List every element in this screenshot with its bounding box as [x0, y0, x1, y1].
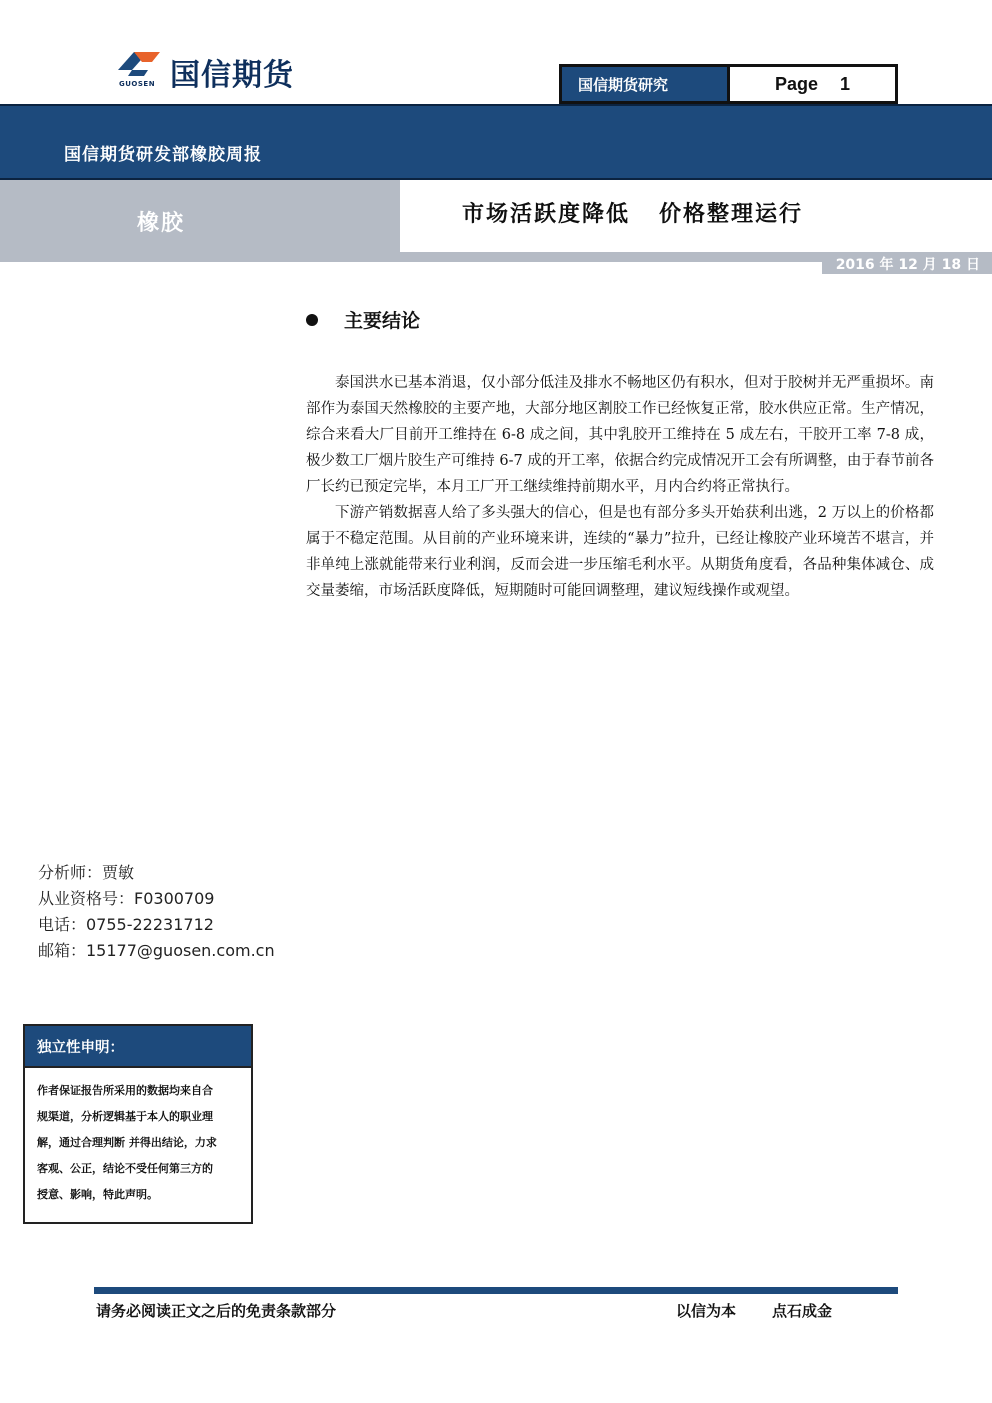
report-series-band [0, 104, 992, 180]
page-number: 1 [840, 73, 851, 94]
analyst-info [38, 860, 275, 964]
motto-1: 以信为本 [676, 1302, 737, 1320]
page-indicator [730, 67, 895, 101]
paragraph: 泰国洪水已基本消退，仅小部分低洼及排水不畅地区仍有积水，但对于胶树并无严重损坏。南部作为泰国天然橡胶的主要产地，大部分地区割胶工作已经恢复正常，胶水供应正常。生产情况，综合来看大厂目前开工维持在 6-8 成之间，其中乳胶开工维持在 5 成左右，干胶开工率 7-8 成，极少数工厂烟片胶生产可维持 6-7 成的开工率，依据合约完成情况开工会有所调整，由于春节前各厂长约已预定完毕，本月工厂开工继续维持前期水平，月内合约将正常执行。 [306, 375, 934, 495]
conclusion-body [306, 370, 934, 604]
statement-title: 独立性申明： [25, 1026, 251, 1068]
report-date: 2016 年 12 月 18 日 [835, 257, 980, 273]
footer-motto [676, 1300, 832, 1321]
paragraph: 下游产销数据喜人给了多头强大的信心，但是也有部分多头开始获利出逃，2 万以上的价格都属于不稳定范围。从目前的产业环境来讲，连续的“暴力”拉升，已经让橡胶产业环境苦不堪言，并非单纯上涨就能带来行业利润，反而会进一步压缩毛利水平。从期货角度看，各品种集体减仓、成交量萎缩，市场活跃度降低，短期随时可能回调整理，建议短线操作或观望。 [306, 505, 934, 599]
analyst-phone: 电话：0755-22231712 [38, 915, 214, 934]
analyst-name: 分析师：贾敏 [38, 863, 135, 882]
category-band [0, 180, 400, 252]
bullet-icon [306, 314, 318, 326]
independence-statement [23, 1024, 253, 1224]
statement-line: 解，通过合理判断 并得出结论，力求 [37, 1136, 217, 1149]
header-page-box [559, 64, 898, 104]
footer-disclaimer: 请务必阅读正文之后的免责条款部分 [96, 1302, 337, 1320]
motto-2: 点石成金 [772, 1302, 833, 1320]
section-title: 主要结论 [344, 310, 421, 332]
guosen-logo-icon [114, 44, 166, 84]
statement-line: 规渠道，分析逻辑基于本人的职业理 [37, 1110, 213, 1123]
page-label: Page [774, 73, 818, 94]
logo-text: 国信期货 [170, 58, 294, 93]
analyst-email: 邮箱：15177@guosen.com.cn [38, 941, 275, 960]
company-logo [114, 44, 354, 94]
footer-divider [94, 1287, 898, 1294]
statement-content [25, 1068, 251, 1208]
analyst-license: 从业资格号：F0300709 [38, 889, 215, 908]
statement-line: 客观、公正，结论不受任何第三方的 [37, 1162, 213, 1175]
statement-line: 授意、影响，特此声明。 [37, 1188, 158, 1201]
research-label: 国信期货研究 [562, 67, 730, 101]
section-heading [306, 306, 420, 333]
logo-subtitle: GUOSEN [119, 80, 156, 88]
statement-line: 作者保证报告所采用的数据均来自合 [37, 1084, 213, 1097]
report-series-title: 国信期货研发部橡胶周报 [64, 145, 262, 165]
category-label: 橡胶 [137, 211, 186, 236]
report-title-area [400, 180, 992, 252]
date-tab [822, 252, 992, 274]
report-title: 市场活跃度降低 价格整理运行 [462, 201, 803, 227]
